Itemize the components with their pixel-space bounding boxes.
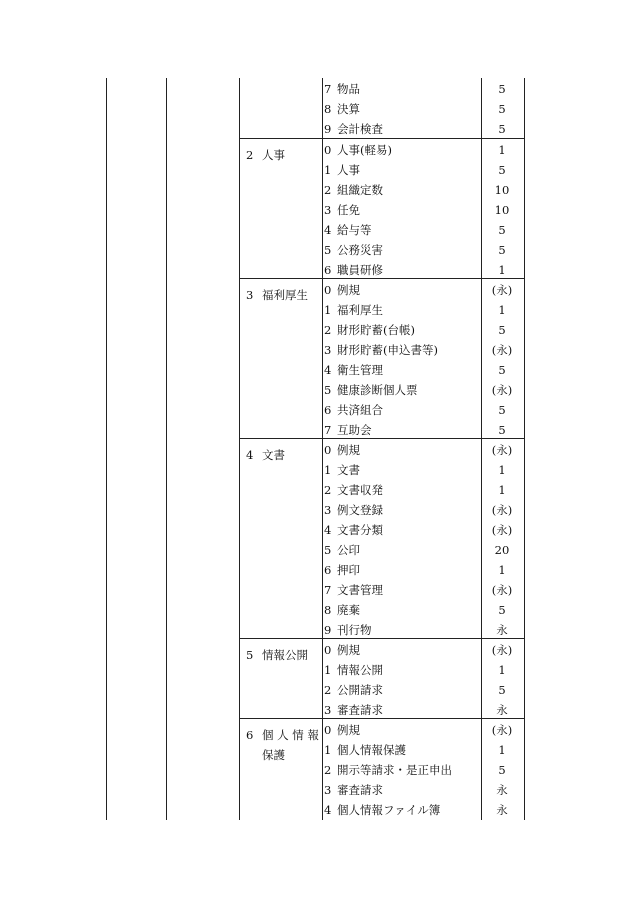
- table-row: [322, 380, 524, 400]
- item-retention: 5: [498, 403, 506, 417]
- group-number: 2: [246, 148, 254, 162]
- item-code: 1: [324, 663, 332, 677]
- item-retention: 5: [498, 603, 506, 617]
- item-name: 開示等請求・是正申出: [337, 763, 452, 777]
- group-section: [239, 638, 524, 719]
- table-border-left: [106, 78, 107, 820]
- table-row: [322, 260, 524, 280]
- table-row: [322, 660, 524, 680]
- group-title: 情報公開: [262, 648, 308, 662]
- item-code: 6: [324, 563, 332, 577]
- table-row: [322, 360, 524, 380]
- item-name: 文書収発: [337, 483, 383, 497]
- item-retention: (永): [491, 583, 513, 597]
- table-row: [322, 300, 524, 320]
- item-code: 4: [324, 363, 332, 377]
- group-number: 4: [246, 448, 254, 462]
- table-row: [322, 780, 524, 800]
- group-label: [246, 725, 319, 765]
- item-code: 9: [324, 122, 332, 136]
- item-name: 公開請求: [337, 683, 383, 697]
- table-row: [322, 640, 524, 660]
- item-retention: 永: [496, 783, 508, 797]
- item-code: 4: [324, 523, 332, 537]
- table-row: [322, 600, 524, 620]
- group-number: 3: [246, 288, 254, 302]
- item-name: 共済組合: [337, 403, 383, 417]
- item-code: 5: [324, 383, 332, 397]
- table-row: [322, 200, 524, 220]
- group-title: 文書: [262, 448, 285, 462]
- item-retention: 永: [496, 703, 508, 717]
- item-name: 組織定数: [337, 183, 383, 197]
- group-label: [246, 285, 308, 305]
- table-row: [322, 760, 524, 780]
- item-retention: (永): [491, 443, 513, 457]
- item-name: 決算: [337, 102, 360, 116]
- item-name: 公務災害: [337, 243, 383, 257]
- item-name: 例規: [337, 443, 360, 457]
- group-section: [239, 138, 524, 279]
- table-row: [322, 99, 524, 119]
- item-retention: 5: [498, 363, 506, 377]
- table-row: [322, 180, 524, 200]
- item-retention: 永: [496, 803, 508, 817]
- item-retention: 5: [498, 122, 506, 136]
- item-name: 健康診断個人票: [337, 383, 418, 397]
- item-retention: 永: [496, 623, 508, 637]
- item-code: 3: [324, 703, 332, 717]
- item-name: 互助会: [337, 423, 372, 437]
- item-name: 人事: [337, 163, 360, 177]
- item-name: 個人情報保護: [337, 743, 406, 757]
- group-title: 人事: [262, 148, 285, 162]
- item-code: 2: [324, 183, 332, 197]
- item-name: 給与等: [337, 223, 372, 237]
- table-row: [322, 700, 524, 720]
- item-code: 7: [324, 583, 332, 597]
- table-row: [322, 340, 524, 360]
- table-row: [322, 720, 524, 740]
- item-code: 3: [324, 203, 332, 217]
- group-section: [239, 438, 524, 639]
- item-code: 0: [324, 283, 332, 297]
- group-title: 福利厚生: [262, 288, 308, 302]
- item-name: 福利厚生: [337, 303, 383, 317]
- group-section: [239, 78, 524, 138]
- table-row: [322, 79, 524, 99]
- table-row: [322, 320, 524, 340]
- group-number: 6: [246, 728, 254, 742]
- item-name: 任免: [337, 203, 360, 217]
- item-retention: 1: [498, 263, 506, 277]
- item-code: 1: [324, 463, 332, 477]
- item-retention: 1: [498, 483, 506, 497]
- table-row: [322, 500, 524, 520]
- item-code: 4: [324, 803, 332, 817]
- item-retention: 10: [494, 183, 510, 197]
- item-name: 物品: [337, 82, 360, 96]
- item-retention: (永): [491, 723, 513, 737]
- table-row: [322, 119, 524, 139]
- item-name: 個人情報ファイル簿: [337, 803, 441, 817]
- item-name: 会計検査: [337, 122, 383, 136]
- table-row: [322, 460, 524, 480]
- item-code: 7: [324, 423, 332, 437]
- table-row: [322, 220, 524, 240]
- item-retention: 1: [498, 463, 506, 477]
- item-retention: 5: [498, 163, 506, 177]
- item-code: 0: [324, 723, 332, 737]
- item-code: 4: [324, 223, 332, 237]
- table-row: [322, 420, 524, 440]
- item-code: 3: [324, 503, 332, 517]
- item-retention: 5: [498, 82, 506, 96]
- item-name: 公印: [337, 543, 360, 557]
- item-name: 衛生管理: [337, 363, 383, 377]
- table-row: [322, 520, 524, 540]
- table-row: [322, 540, 524, 560]
- table-row: [322, 280, 524, 300]
- item-name: 押印: [337, 563, 360, 577]
- item-code: 9: [324, 623, 332, 637]
- table-divider-1: [166, 78, 167, 820]
- item-retention: 1: [498, 303, 506, 317]
- item-code: 3: [324, 343, 332, 357]
- item-name: 例規: [337, 643, 360, 657]
- item-code: 2: [324, 483, 332, 497]
- item-code: 8: [324, 102, 332, 116]
- table-row: [322, 620, 524, 640]
- item-retention: 5: [498, 243, 506, 257]
- item-name: 財形貯蓄(台帳): [337, 323, 415, 337]
- item-retention: 5: [498, 102, 506, 116]
- group-title: 個 人 情 報: [262, 728, 319, 742]
- item-retention: 1: [498, 663, 506, 677]
- item-retention: 20: [494, 543, 510, 557]
- item-code: 6: [324, 403, 332, 417]
- item-name: 文書: [337, 463, 360, 477]
- table-row: [322, 140, 524, 160]
- table-border-right: [524, 78, 525, 820]
- item-code: 5: [324, 543, 332, 557]
- item-name: 文書管理: [337, 583, 383, 597]
- item-code: 7: [324, 82, 332, 96]
- item-name: 例規: [337, 283, 360, 297]
- item-code: 0: [324, 143, 332, 157]
- item-code: 1: [324, 303, 332, 317]
- item-name: 人事(軽易): [337, 143, 392, 157]
- item-name: 例規: [337, 723, 360, 737]
- item-retention: 5: [498, 423, 506, 437]
- item-name: 刊行物: [337, 623, 372, 637]
- item-code: 8: [324, 603, 332, 617]
- group-label: [246, 645, 308, 665]
- group-title-continued: 保護: [262, 748, 285, 762]
- item-code: 2: [324, 683, 332, 697]
- item-retention: 1: [498, 563, 506, 577]
- item-retention: 5: [498, 683, 506, 697]
- item-code: 2: [324, 763, 332, 777]
- item-name: 廃棄: [337, 603, 360, 617]
- table-row: [322, 400, 524, 420]
- item-retention: 10: [494, 203, 510, 217]
- item-name: 職員研修: [337, 263, 383, 277]
- item-code: 0: [324, 643, 332, 657]
- table-row: [322, 440, 524, 460]
- item-code: 5: [324, 243, 332, 257]
- item-code: 1: [324, 743, 332, 757]
- item-name: 審査請求: [337, 783, 383, 797]
- table-row: [322, 480, 524, 500]
- item-name: 例文登録: [337, 503, 383, 517]
- item-retention: 1: [498, 143, 506, 157]
- group-label: [246, 445, 285, 465]
- item-code: 0: [324, 443, 332, 457]
- group-section: [239, 718, 524, 819]
- table-row: [322, 240, 524, 260]
- item-retention: (永): [491, 283, 513, 297]
- group-section: [239, 278, 524, 439]
- table-row: [322, 680, 524, 700]
- group-label: [246, 145, 285, 165]
- table-row: [322, 160, 524, 180]
- item-retention: 5: [498, 223, 506, 237]
- item-retention: 5: [498, 323, 506, 337]
- item-retention: 1: [498, 743, 506, 757]
- item-retention: (永): [491, 643, 513, 657]
- table-row: [322, 740, 524, 760]
- item-name: 審査請求: [337, 703, 383, 717]
- item-retention: (永): [491, 383, 513, 397]
- item-code: 3: [324, 783, 332, 797]
- table-row: [322, 800, 524, 820]
- item-retention: 5: [498, 763, 506, 777]
- item-retention: (永): [491, 343, 513, 357]
- item-retention: (永): [491, 503, 513, 517]
- group-number: 5: [246, 648, 254, 662]
- item-name: 文書分類: [337, 523, 383, 537]
- item-name: 財形貯蓄(申込書等): [337, 343, 438, 357]
- item-code: 1: [324, 163, 332, 177]
- item-name: 情報公開: [337, 663, 383, 677]
- item-code: 2: [324, 323, 332, 337]
- item-retention: (永): [491, 523, 513, 537]
- table-row: [322, 580, 524, 600]
- item-code: 6: [324, 263, 332, 277]
- table-row: [322, 560, 524, 580]
